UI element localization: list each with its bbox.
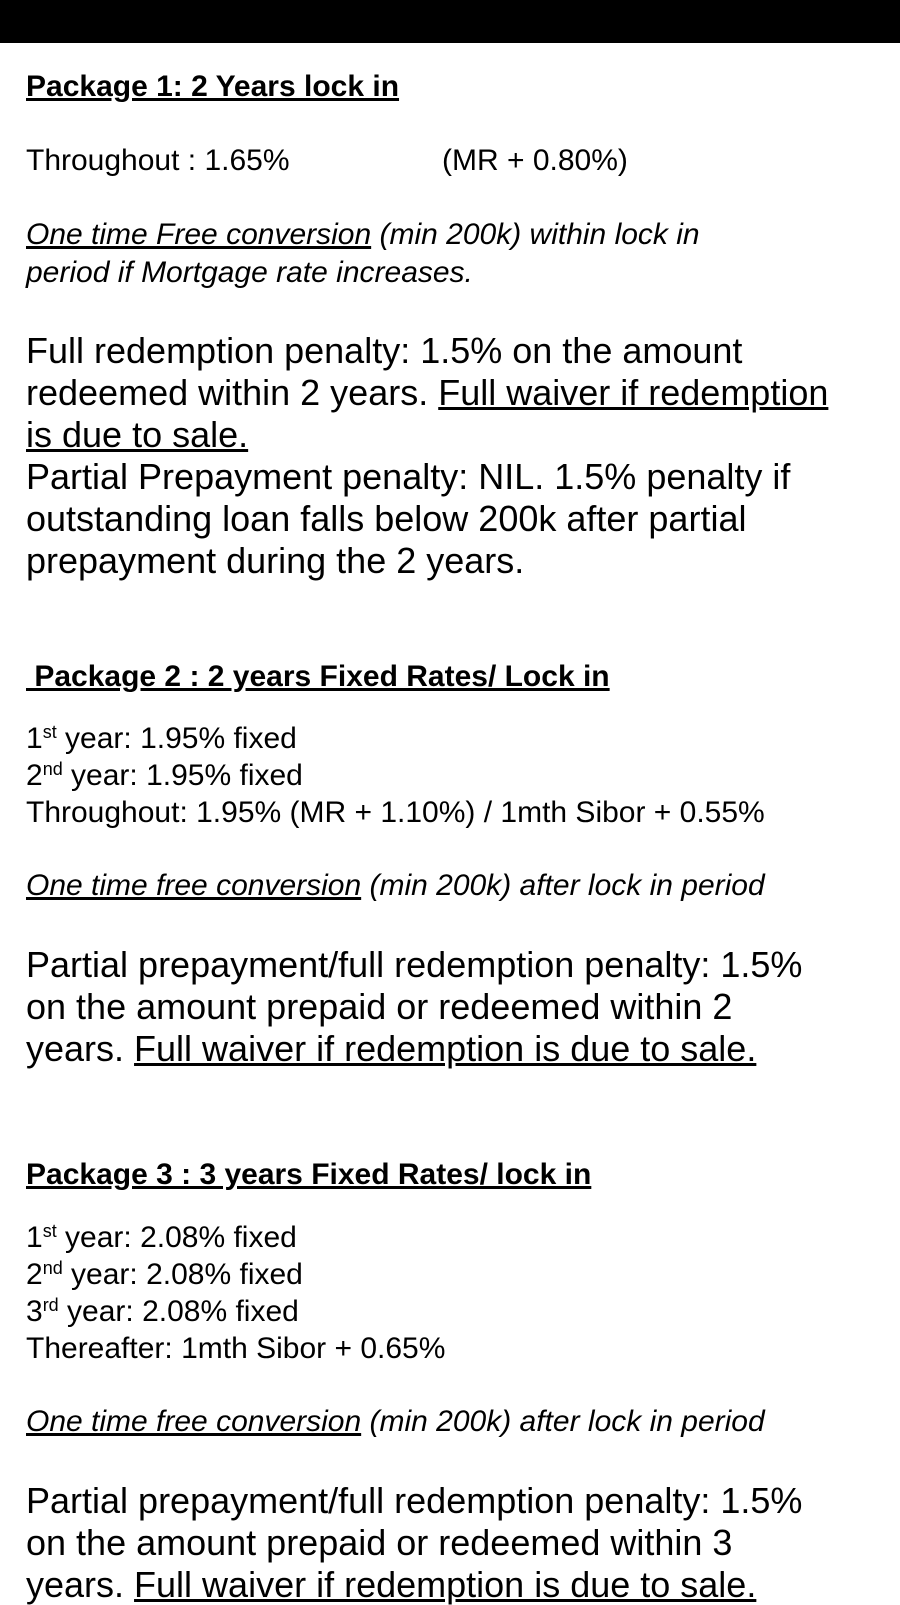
package1-full-penalty-line-2 xyxy=(26,372,829,413)
package3-year1 xyxy=(26,1223,297,1253)
package1-conversion-line-1 xyxy=(26,220,700,250)
package2-year2-sup: nd xyxy=(42,759,63,780)
package2-year1-text: year: 1.95% fixed xyxy=(56,722,297,755)
package1-conversion-line-2: period if Mortgage rate increases. xyxy=(26,256,473,289)
package2-penalty-text: years. xyxy=(26,1028,135,1069)
package1-full-penalty-text: redeemed within 2 years. xyxy=(26,372,439,413)
package3-penalty-line-3 xyxy=(26,1564,757,1605)
package1-title: Package 1: 2 Years lock in xyxy=(26,70,400,103)
package3-year3-text: year: 2.08% fixed xyxy=(58,1295,299,1328)
package2-title: Package 2 : 2 years Fixed Rates/ Lock in xyxy=(26,660,610,693)
package2-penalty-line-3 xyxy=(26,1028,757,1069)
package1-partial-line-3: prepayment during the 2 years. xyxy=(26,540,525,581)
package3-year3-sup: rd xyxy=(42,1295,59,1316)
package1-throughout-mr: (MR + 0.80%) xyxy=(442,144,628,177)
package3-year1-num: 1 xyxy=(26,1221,43,1254)
package2-full-waiver: Full waiver if redemption is due to sale. xyxy=(134,1028,757,1069)
package1-partial-line-2: outstanding loan falls below 200k after partial xyxy=(26,498,747,539)
package2-throughout: Throughout: 1.95% (MR + 1.10%) / 1mth Sibor + 0.55% xyxy=(26,796,765,829)
package2-year2 xyxy=(26,761,303,791)
package2-conversion-text: (min 200k) after lock in period xyxy=(361,869,765,902)
package1-conversion-link: One time Free conversion xyxy=(26,218,372,251)
package1-full-penalty-line-3: is due to sale. xyxy=(26,414,249,455)
package2-penalty-line-2: on the amount prepaid or redeemed within 2 xyxy=(26,986,733,1027)
package3-year1-sup: st xyxy=(42,1221,57,1242)
package2-conversion-line xyxy=(26,871,765,901)
package1-conversion-text: (min 200k) within lock in xyxy=(371,218,700,251)
package1-full-penalty-line-1: Full redemption penalty: 1.5% on the amount xyxy=(26,330,743,371)
package3-year1-text: year: 2.08% fixed xyxy=(56,1221,297,1254)
top-status-bar xyxy=(0,0,900,43)
package2-conversion-link: One time free conversion xyxy=(26,869,362,902)
package3-conversion-link: One time free conversion xyxy=(26,1405,362,1438)
package3-year2-num: 2 xyxy=(26,1258,43,1291)
package3-penalty-text: years. xyxy=(26,1564,135,1605)
package3-penalty-line-2: on the amount prepaid or redeemed within 3 xyxy=(26,1522,733,1563)
package3-conversion-line xyxy=(26,1407,765,1437)
package2-year2-text: year: 1.95% fixed xyxy=(62,759,303,792)
package3-penalty-line-1: Partial prepayment/full redemption penalty: 1.5% xyxy=(26,1480,803,1521)
package2-year2-num: 2 xyxy=(26,759,43,792)
package3-year3-num: 3 xyxy=(26,1295,43,1328)
package1-throughout-rate: Throughout : 1.65% xyxy=(26,144,290,177)
package2-year1-num: 1 xyxy=(26,722,43,755)
package3-conversion-text: (min 200k) after lock in period xyxy=(361,1405,765,1438)
package3-full-waiver: Full waiver if redemption is due to sale. xyxy=(134,1564,757,1605)
package3-title: Package 3 : 3 years Fixed Rates/ lock in xyxy=(26,1158,592,1191)
package3-year3 xyxy=(26,1297,299,1327)
package1-partial-line-1: Partial Prepayment penalty: NIL. 1.5% penalty if xyxy=(26,456,791,497)
package3-thereafter: Thereafter: 1mth Sibor + 0.65% xyxy=(26,1332,446,1365)
package3-year2-sup: nd xyxy=(42,1258,63,1279)
package2-year1 xyxy=(26,724,297,754)
package1-full-waiver: Full waiver if redemption xyxy=(438,372,829,413)
package3-year2 xyxy=(26,1260,303,1290)
package2-penalty-line-1: Partial prepayment/full redemption penalty: 1.5% xyxy=(26,944,803,985)
package2-year1-sup: st xyxy=(42,722,57,743)
package3-year2-text: year: 2.08% fixed xyxy=(62,1258,303,1291)
